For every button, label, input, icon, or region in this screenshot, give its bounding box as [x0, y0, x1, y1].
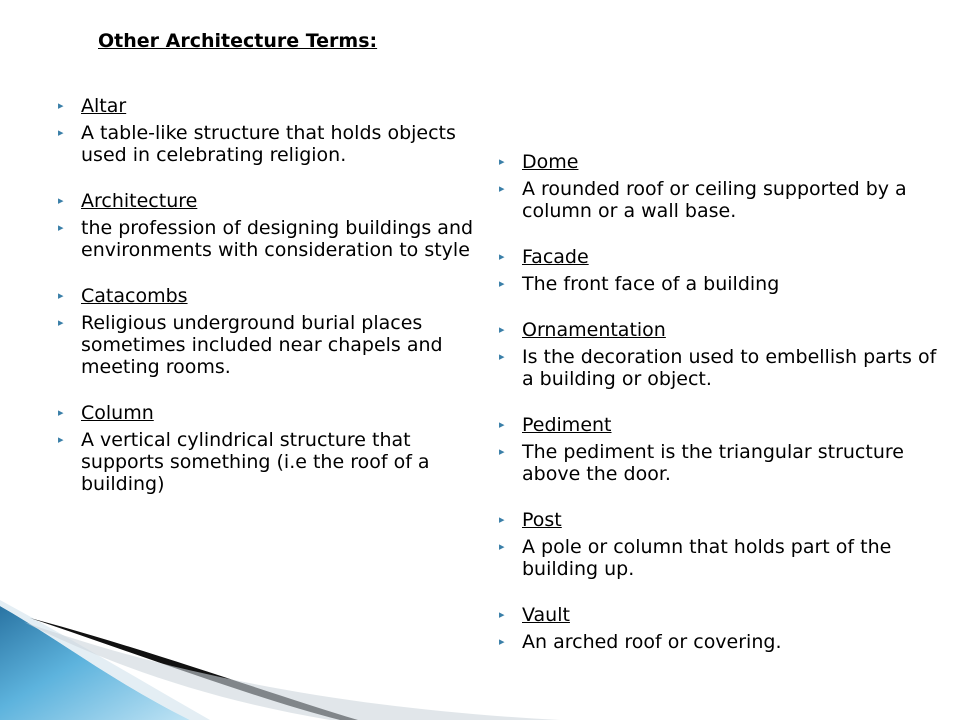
bullet-icon: ▸ — [58, 289, 64, 302]
bullet-icon: ▸ — [58, 433, 64, 446]
bullet-icon: ▸ — [499, 323, 505, 336]
definition-text: An arched roof or covering. — [522, 631, 782, 653]
definition-text: A vertical cylindrical structure that supports something (i.e the roof of a building) — [81, 429, 430, 495]
bullet-icon: ▸ — [499, 277, 505, 290]
term-label: Ornamentation — [522, 319, 666, 341]
bullet-icon: ▸ — [499, 513, 505, 526]
definition-text: Religious underground burial places sometimes included near chapels and meeting rooms. — [81, 312, 443, 378]
bullet-icon: ▸ — [499, 540, 505, 553]
definition-pediment — [499, 441, 939, 485]
term-label: Catacombs — [81, 285, 188, 307]
definition-text: A rounded roof or ceiling supported by a column or a wall base. — [522, 178, 907, 222]
right-term-list — [499, 151, 939, 653]
term-label: Architecture — [81, 190, 198, 212]
bullet-icon: ▸ — [58, 99, 64, 112]
term-label: Pediment — [522, 414, 612, 436]
definition-ornamentation — [499, 346, 939, 390]
term-label: Altar — [81, 95, 127, 117]
term-catacombs — [58, 285, 490, 307]
left-term-list — [58, 95, 490, 495]
definition-text: Is the decoration used to embellish parts of a building or object. — [522, 346, 937, 390]
definition-text: The pediment is the triangular structure above the door. — [522, 441, 904, 485]
term-dome — [499, 151, 939, 173]
bullet-icon: ▸ — [499, 182, 505, 195]
bullet-icon: ▸ — [499, 155, 505, 168]
term-label: Vault — [522, 604, 570, 626]
bullet-icon: ▸ — [58, 194, 64, 207]
term-label: Dome — [522, 151, 579, 173]
term-post — [499, 509, 939, 531]
slide-title: Other Architecture Terms: — [98, 30, 378, 52]
definition-architecture — [58, 217, 490, 261]
definition-post — [499, 536, 939, 580]
term-altar — [58, 95, 490, 117]
definition-text: the profession of designing buildings and environments with consideration to style — [81, 217, 474, 261]
term-column — [58, 402, 490, 424]
term-facade — [499, 246, 939, 268]
term-label: Post — [522, 509, 562, 531]
definition-catacombs — [58, 312, 490, 378]
bullet-icon: ▸ — [499, 350, 505, 363]
bullet-icon: ▸ — [499, 250, 505, 263]
definition-column — [58, 429, 490, 495]
term-pediment — [499, 414, 939, 436]
definition-facade — [499, 273, 939, 295]
bullet-icon: ▸ — [58, 406, 64, 419]
term-label: Facade — [522, 246, 589, 268]
decorative-swoosh — [0, 600, 600, 720]
bullet-icon: ▸ — [499, 635, 505, 648]
term-ornamentation — [499, 319, 939, 341]
term-architecture — [58, 190, 490, 212]
definition-dome — [499, 178, 939, 222]
definition-text: A pole or column that holds part of the building up. — [522, 536, 892, 580]
bullet-icon: ▸ — [499, 418, 505, 431]
term-label: Column — [81, 402, 154, 424]
definition-text: The front face of a building — [522, 273, 780, 295]
bullet-icon: ▸ — [58, 316, 64, 329]
bullet-icon: ▸ — [499, 445, 505, 458]
bullet-icon: ▸ — [499, 608, 505, 621]
bullet-icon: ▸ — [58, 221, 64, 234]
definition-text: A table-like structure that holds objects used in celebrating religion. — [81, 122, 456, 166]
definition-altar — [58, 122, 490, 166]
bullet-icon: ▸ — [58, 126, 64, 139]
